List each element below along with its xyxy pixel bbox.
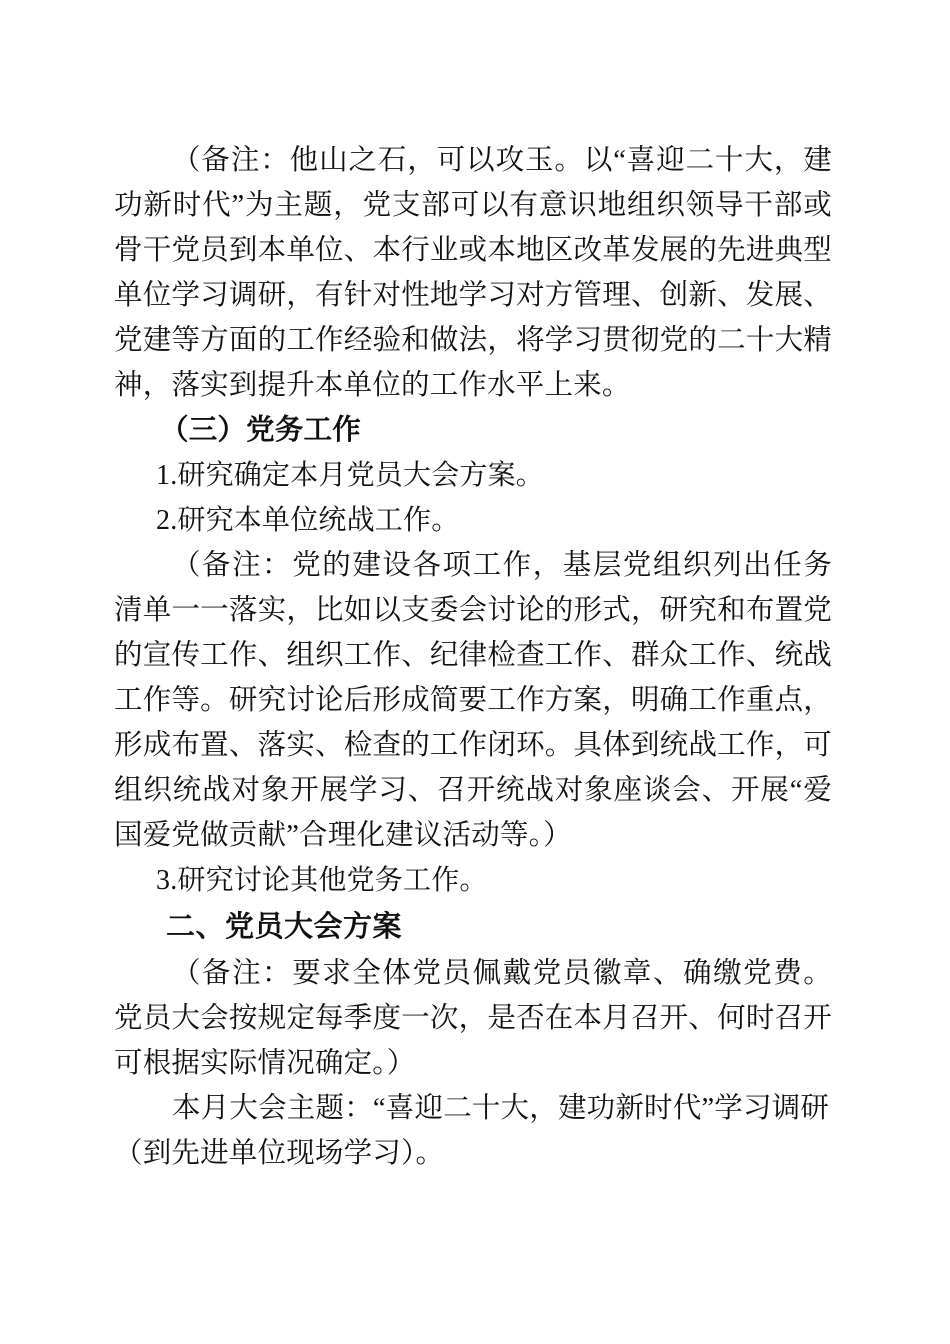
list-item-1: 1.研究确定本月党员大会方案。 <box>156 460 545 491</box>
paragraph-note-dangyuan-huizhang: （备注：要求全体党员佩戴党员徽章、确缴党费。党员大会按规定每季度一次，是否在本月召开、何时召开可根据实际情况确定。） <box>114 958 832 1079</box>
document-text-column <box>114 138 832 1176</box>
paragraph-benyue-dahui-zhuti: 本月大会主题：“喜迎二十大，建功新时代”学习调研（到先进单位现场学习）。 <box>114 1093 830 1169</box>
list-item-2: 2.研究本单位统战工作。 <box>156 505 460 536</box>
section-heading-dangyuan-dahui-fangan: 二、党员大会方案 <box>166 911 403 943</box>
paragraph-note-dangjianshe: （备注：党的建设各项工作，基层党组织列出任务清单一一落实，比如以支委会讨论的形式，研究和布置党的宣传工作、组织工作、纪律检查工作、群众工作、统战工作等。研究讨论后形成简要工作方案，明确工作重点，形成布置、落实、检查的工作闭环。具体到统战工作，可组织统战对象开展学习、召开统战对象座谈会、开展“爱国爱党做贡献”合理化建议活动等。） <box>114 550 832 851</box>
list-item-3: 3.研究讨论其他党务工作。 <box>156 865 488 896</box>
subheading-dangwu-gongzuo: （三）党务工作 <box>160 415 361 446</box>
paragraph-note-xita-zhishi: （备注：他山之石，可以攻玉。以“喜迎二十大，建功新时代”为主题，党支部可以有意识地组织领导干部或骨干党员到本单位、本行业或本地区改革发展的先进典型单位学习调研，有针对性地学习对方管理、创新、发展、党建等方面的工作经验和做法，将学习贯彻党的二十大精神，落实到提升本单位的工作水平上来。 <box>114 145 832 401</box>
